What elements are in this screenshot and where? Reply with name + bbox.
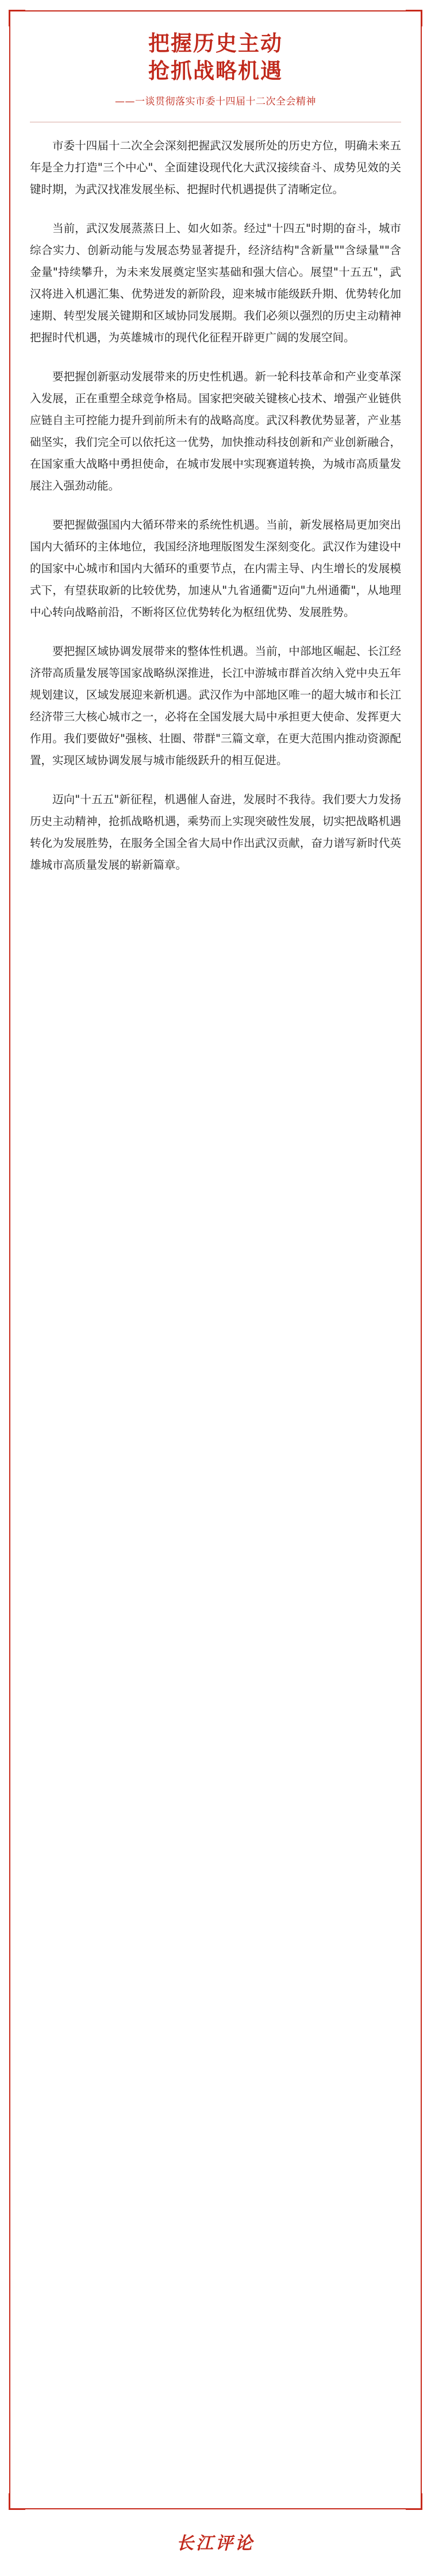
paragraph: 要把握做强国内大循环带来的系统性机遇。当前，新发展格局更加突出国内大循环的主体地位，我国经济地理版图发生深刻变化。武汉作为建设中的国家中心城市和国内大循环的重要节点，在内需主导、内生增长的发展模式下，有望获取新的比较优势，加速从"九省通衢"迈向"九州通衢"，从地理中心转向战略前沿，不断将区位优势转化为枢纽优势、发展胜势。 [30,518,401,619]
title-line-1: 把握历史主动 [148,31,283,56]
article-page [0,10,431,2576]
signature-block [0,2529,431,2554]
frame-corner-top-left [9,10,25,26]
paragraph: 迈向"十五五"新征程，机遇催人奋进，发展时不我待。我们要大力发扬历史主动精神，抢抓战略机遇，乘势而上实现突破性发展，切实把战略机遇转化为发展胜势，在服务全国全省大局中作出武汉贡献，奋力谱写新时代英雄城市高质量发展的崭新篇章。 [30,793,401,871]
page-title [30,30,401,85]
article-body [30,135,401,876]
frame-corner-bottom-right [406,2493,422,2510]
article-frame [9,10,422,2509]
frame-corner-top-right [406,10,422,26]
paragraph: 市委十四届十二次全会深刻把握武汉发展所处的历史方位，明确未来五年是全力打造"三个中心"、全面建设现代化大武汉接续奋斗、成势见效的关键时期，为武汉找准发展坐标、把握时代机遇提供了清晰定位。 [30,139,401,196]
paragraph: 要把握创新驱动发展带来的历史性机遇。新一轮科技革命和产业变革深入发展，正在重塑全球竞争格局。国家把突破关键核心技术、增强产业链供应链自主可控能力提升到前所未有的战略高度。武汉科教优势显著，产业基础坚实，我们完全可以依托这一优势，加快推动科技创新和产业创新融合，在国家重大战略中勇担使命，在城市发展中实现赛道转换，为城市高质量发展注入强劲动能。 [30,370,401,492]
paragraph: 要把握区域协调发展带来的整体性机遇。当前，中部地区崛起、长江经济带高质量发展等国家战略纵深推进，长江中游城市群首次纳入党中央五年规划建议，区域发展迎来新机遇。武汉作为中部地区唯一的超大城市和长江经济带三大核心城市之一，必将在全国发展大局中承担更大使命、发挥更大作用。我们要做好"强核、壮圈、带群"三篇文章，在更大范围内推动资源配置，实现区域协调发展与城市能级跃升的相互促进。 [30,645,401,767]
signature-text: 长江评论 [176,2533,255,2554]
paragraph: 当前，武汉发展蒸蒸日上、如火如荼。经过"十四五"时期的奋斗，城市综合实力、创新动能与发展态势显著提升，经济结构"含新量""含绿量""含金量"持续攀升，为未来发展奠定坚实基础和强大信心。展望"十五五"，武汉将进入机遇汇集、优势迸发的新阶段，迎来城市能级跃升期、优势转化加速期、转型发展关键期和区域协同发展期。我们必须以强烈的历史主动精神把握时代机遇，为英雄城市的现代化征程开辟更广阔的发展空间。 [30,222,401,344]
article-subtitle: ——一谈贯彻落实市委十四届十二次全会精神 [115,96,316,107]
frame-corner-bottom-left [9,2493,25,2510]
title-line-2: 抢抓战略机遇 [148,59,283,83]
